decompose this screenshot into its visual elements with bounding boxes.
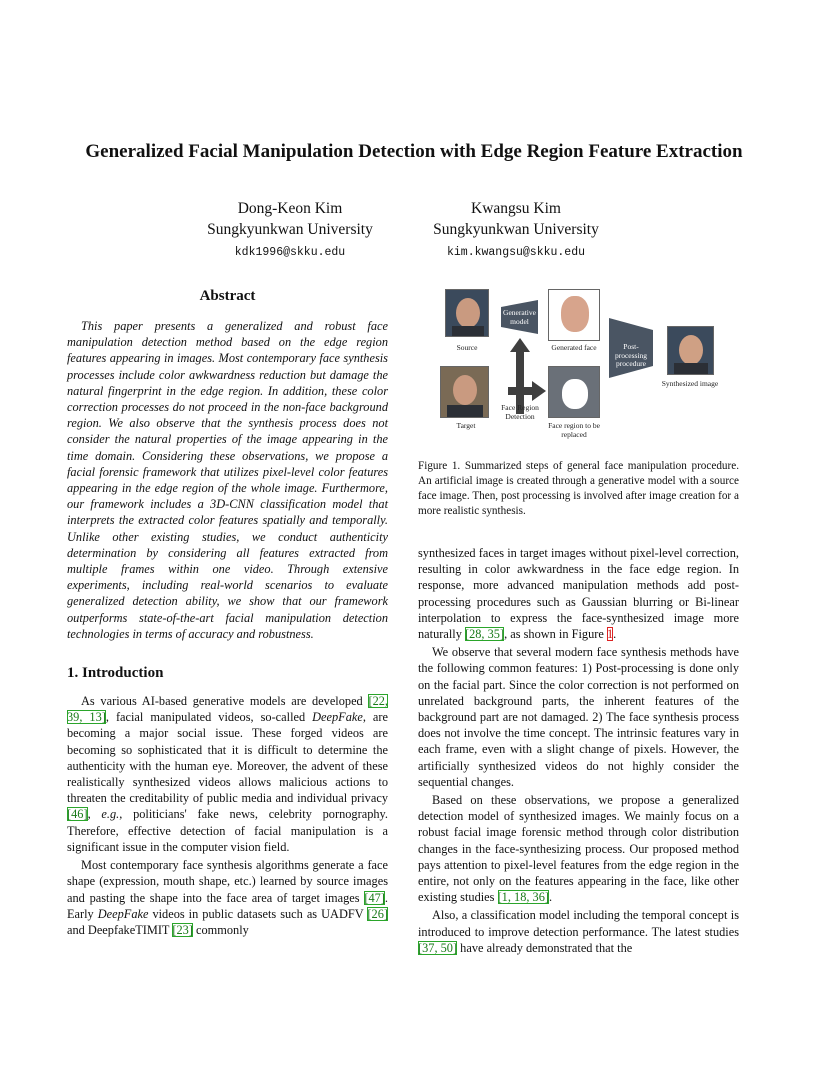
section-heading-introduction: 1. Introduction [67,665,164,682]
synthesized-image [667,326,714,375]
label-post-processing: Post-processing procedure [614,342,648,368]
figure-ref-link[interactable]: 1 [606,627,614,642]
label-face-region-replaced: Face region to be replaced [548,421,600,439]
citation-link[interactable]: [26] [367,906,388,921]
label-synthesized-image: Synthesized image [661,379,719,388]
author-email: kim.kwangsu@skku.edu [446,246,586,259]
citation-link[interactable]: [23] [172,922,193,937]
label-source: Source [456,343,478,352]
citation-link[interactable]: [46] [67,807,88,822]
citation-link[interactable]: [22, 39, 13] [67,694,388,725]
figure-1-caption: Figure 1. Summarized steps of general face manipulation procedure. An artificial image is created through a generative model with a source face image. Then, post processing is involved after image creation for a more realistic synthesis. [418,460,739,517]
generated-face-image [548,289,600,341]
label-target: Target [456,421,476,430]
intro-paragraph-1: As various AI-based generative models are developed [22, 39, 13], facial manipulated videos, so-called DeepFake, are becoming a major social issue. These forged videos are becoming so sophisticated that it is difficult to determine the authenticity with the human eye. Moreover, the advent of these realistically synthesized videos allows malicious actions to threaten the creditability of public media and individual privacy [46], e.g., politicians' fake news, celebrity pornography. Therefore, effective detection of facial manipulation is a significant issue in the computer vision field. [67,694,388,854]
label-generative-model: Generative model [503,308,536,326]
source-face-image [445,289,489,337]
right-paragraph-4: Also, a classification model including the temporal concept is introduced to improve detection performance. The latest studies [37, 50] have already demonstrated that the [418,908,739,955]
author-2 [416,198,616,263]
right-paragraph-1: synthesized faces in target images without pixel-level correction, resulting in color awkwardness in the face edge region. In response, more advanced manipulation methods add post-processing procedures such as Gaussian blurring or Bi-linear interpolation to express the face-synthesized image more naturally [28, 35], as shown in Figure 1. [418,546,739,642]
author-name: Dong-Keon Kim [237,200,343,217]
face-region-image [548,366,600,418]
replace-arrow-head [532,381,546,401]
label-generated-face: Generated face [551,343,597,352]
author-affiliation: Sungkyunkwan University [433,221,599,238]
target-image [440,366,489,418]
right-paragraph-3: Based on these observations, we propose a generalized detection model of synthesized images. We mainly focus on a robust facial image forensic method through color distribution changes in the face-synthesizing process. Our proposed method pays attention to pixel-level features from the edge region in the entire, not only on the features appearing in the face, like other existing studies [1, 18, 36]. [418,793,739,905]
abstract-text: This paper presents a generalized and robust face manipulation detection method based on the edge region features appearing in images. Most contemporary face synthesis processes include color awkwardness reduction but damage the natural fingerprint in the edge region. In addition, these color correction processes do not proceed in the non-face background region. We also observe that the synthesis process does not consider the natural properties of the image appearing in the time domain. Considering these observations, we propose a facial forensic framework that utilizes pixel-level color features appearing in the edge region of the whole image. Furthermore, our framework includes a 3D-CNN classification model that interprets the extracted color features spatially and temporally. Unlike other existing studies, we conduct authenticity determination by considering all features extracted from multiple frames within one video. Through extensive experiments, including real-world scenarios to evaluate generalized detection ability, we show that our framework outperforms state-of-the-art facial manipulation detection technologies in terms of accuracy and robustness. [67,319,388,641]
replace-arrow-shaft [508,387,534,395]
author-email: kdk1996@skku.edu [234,246,346,259]
left-column [67,288,388,940]
author-name: Kwangsu Kim [471,200,561,217]
abstract-heading: Abstract [199,288,256,304]
intro-paragraph-2: Most contemporary face synthesis algorithms generate a face shape (expression, mouth shape, etc.) learned by source images and pasting the shape into the face area of target images [47]. Early DeepFake videos in public datasets such as UADFV [26] and DeepfakeTIMIT [23] commonly [67,858,388,937]
author-affiliation: Sungkyunkwan University [207,221,373,238]
detection-arrow-head [510,338,530,352]
citation-link[interactable]: [47] [364,890,385,905]
figure-1 [418,282,739,447]
label-face-region-detection: Face Region Detection [501,403,539,421]
right-body-text [418,545,739,956]
right-column [418,282,739,958]
citation-link[interactable]: [1, 18, 36] [497,890,549,905]
citation-link[interactable]: [37, 50] [418,940,458,955]
paper-title: Generalized Facial Manipulation Detection with Edge Region Feature Extraction [85,141,743,162]
author-1 [190,198,390,263]
right-paragraph-2: We observe that several modern face synthesis methods have the following common features: 1) Post-processing is done only on the facial part. Since the color correction is not performed on unrelated background parts, the inherent features of the background part are not damaged. 2) The face synthesis process does not involve the time concept. The intrinsic features vary in each frame, even with a slight change of pixels. However, the artificially synthesized videos do not highly consider the sequential changes. [418,645,739,789]
citation-link[interactable]: [28, 35] [464,627,505,642]
